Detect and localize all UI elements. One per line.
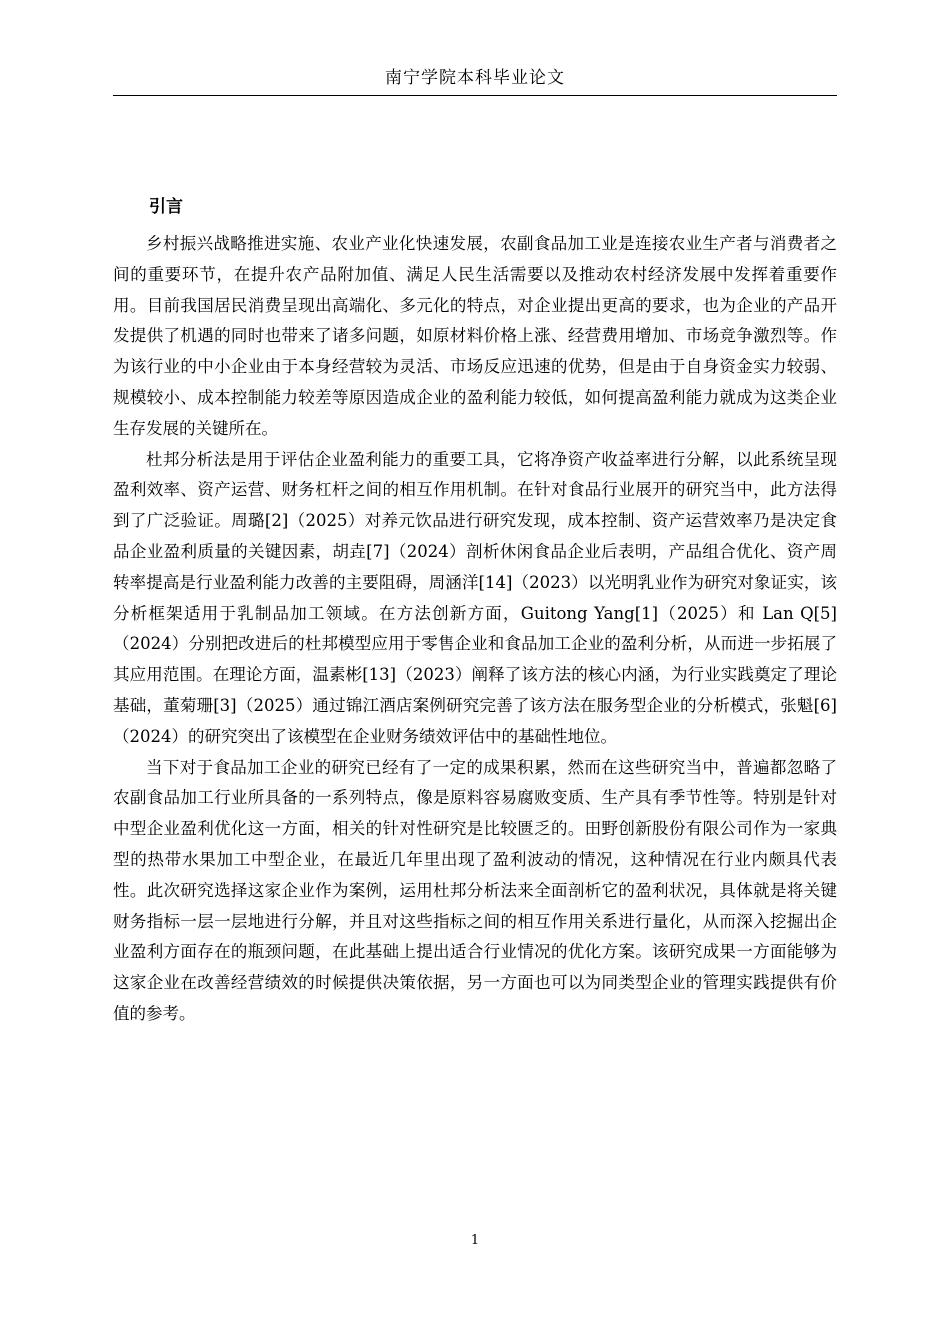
header-divider: [113, 95, 837, 96]
paragraph: 乡村振兴战略推进实施、农业产业化快速发展，农副食品加工业是连接农业生产者与消费者之间的重要环节，在提升农产品附加值、满足人民生活需要以及推动农村经济发展中发挥着重要作用。目前我国居民消费呈现出高端化、多元化的特点，对企业提出更高的要求，也为企业的产品开发提供了机遇的同时也带来了诸多问题，如原材料价格上涨、经营费用增加、市场竞争激烈等。作为该行业的中小企业由于本身经营较为灵活、市场反应迅速的优势，但是由于自身资金实力较弱、规模较小、成本控制能力较差等原因造成企业的盈利能力较低，如何提高盈利能力就成为这类企业生存发展的关键所在。: [113, 234, 837, 438]
page-number: 1: [470, 1233, 480, 1248]
paragraph: 杜邦分析法是用于评估企业盈利能力的重要工具，它将净资产收益率进行分解，以此系统呈现盈利效率、资产运营、财务杠杆之间的相互作用机制。在针对食品行业展开的研究当中，此方法得到了广泛验证。周璐[2]（2025）对养元饮品进行研究发现，成本控制、资产运营效率乃是决定食品企业盈利质量的关键因素，胡垚[7]（2024）剖析休闲食品企业后表明，产品组合优化、资产周转率提高是行业盈利能力改善的主要阻碍，周涵洋[14]（2023）以光明乳业作为研究对象证实，该分析框架适用于乳制品加工领域。在方法创新方面，Guitong Yang[1]（2025）和 Lan Q[5]（2024）分别把改进后的杜邦模型应用于零售企业和食品加工企业的盈利分析，从而进一步拓展了其应用范围。在理论方面，温素彬[13]（2023）阐释了该方法的核心内涵，为行业实践奠定了理论基础，董菊珊[3]（2025）通过锦江酒店案例研究完善了该方法在服务型企业的分析模式，张魁[6]（2024）的研究突出了该模型在企业财务绩效评估中的基础性地位。: [113, 449, 837, 746]
body-text: [113, 229, 837, 1030]
running-header: 南宁学院本科毕业论文: [385, 68, 565, 88]
section-title: 引言: [149, 197, 183, 217]
paragraph: 当下对于食品加工企业的研究已经有了一定的成果积累，然而在这些研究当中，普遍都忽略了农副食品加工行业所具备的一系列特点，像是原料容易腐败变质、生产具有季节性等。特别是针对中型企业盈利优化这一方面，相关的针对性研究是比较匮乏的。田野创新股份有限公司作为一家典型的热带水果加工中型企业，在最近几年里出现了盈利波动的情况，这种情况在行业内颇具代表性。此次研究选择这家企业作为案例，运用杜邦分析法来全面剖析它的盈利状况，具体就是将关键财务指标一层一层地进行分解，并且对这些指标之间的相互作用关系进行量化，从而深入挖掘出企业盈利方面存在的瓶颈问题，在此基础上提出适合行业情况的优化方案。该研究成果一方面能够为这家企业在改善经营绩效的时候提供决策依据，另一方面也可以为同类型企业的管理实践提供有价值的参考。: [113, 757, 837, 1023]
